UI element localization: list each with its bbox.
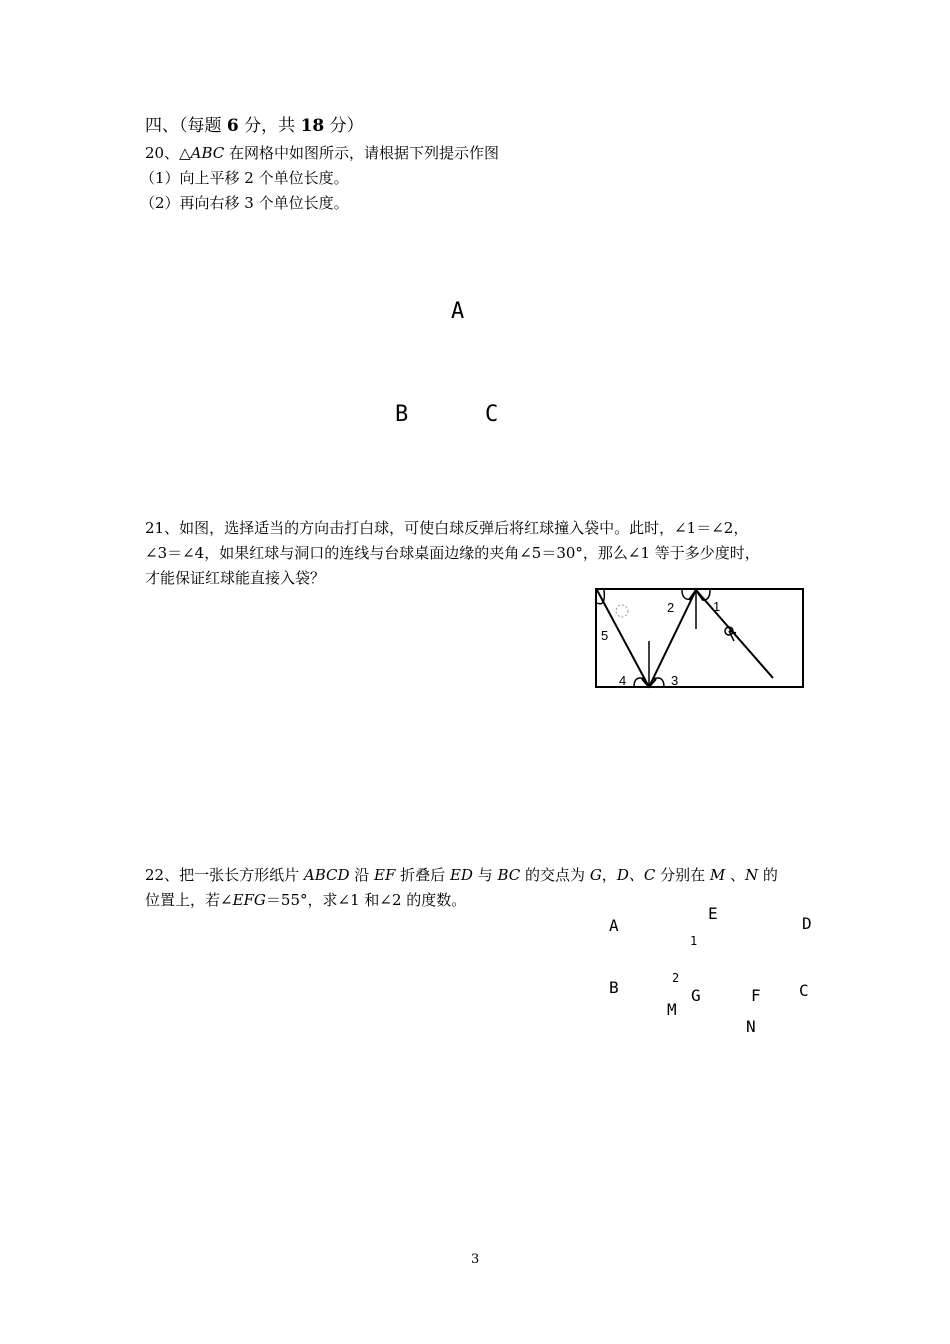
q22-line-2 bbox=[145, 890, 466, 910]
q22-text-i: 、 bbox=[725, 866, 746, 884]
q21-line-2: ∠3＝∠4，如果红球与洞口的连线与台球桌面边缘的夹角∠5＝30°，那么∠1 等于多少度时， bbox=[145, 544, 760, 562]
q20-step-1: （1）向上平移 2 个单位长度。 bbox=[140, 169, 349, 187]
angle-1-label: 1 bbox=[713, 599, 721, 614]
q22-label-m: M bbox=[667, 1000, 677, 1019]
q20-label-c: C bbox=[485, 402, 499, 427]
q20-label-a: A bbox=[451, 299, 465, 324]
q22-text-f: ， bbox=[601, 866, 617, 884]
section-suffix: 分） bbox=[324, 116, 364, 136]
page-number: 3 bbox=[471, 1252, 480, 1267]
q22-label-1: 1 bbox=[690, 934, 698, 948]
q22-label-g: G bbox=[691, 986, 701, 1005]
q22-text-a: 22、把一张长方形纸片 bbox=[145, 866, 304, 884]
q22-line-1 bbox=[145, 865, 778, 885]
q20-number: 20、△ bbox=[145, 144, 191, 162]
q21-line-1: 21、如图，选择适当的方向击打白球，可使白球反弹后将红球撞入袋中。此时，∠1＝∠2， bbox=[145, 519, 749, 537]
angle-4-label: 4 bbox=[619, 673, 627, 688]
angle-5-label: 5 bbox=[601, 628, 609, 643]
q22-point-m: M bbox=[709, 866, 726, 884]
q22-points-dc: D、C bbox=[616, 866, 656, 884]
q22-point-n: N bbox=[745, 866, 759, 884]
q22-label-f: F bbox=[751, 986, 761, 1005]
q22-point-g: G bbox=[589, 866, 602, 884]
angle-3-label: 3 bbox=[671, 673, 679, 688]
section-points-total: 18 bbox=[300, 116, 325, 136]
q22-rect-name: ABCD bbox=[303, 866, 350, 884]
q22-text-h: 分别在 bbox=[655, 866, 710, 884]
billiard-table bbox=[596, 589, 803, 687]
cue-ball-path bbox=[696, 590, 773, 678]
q20-stem bbox=[145, 143, 499, 163]
q22-text-line2-b: ＝55°，求∠1 和∠2 的度数。 bbox=[265, 891, 467, 909]
q22-segment-bc: BC bbox=[497, 866, 521, 884]
q20-step-2: （2）再向右移 3 个单位长度。 bbox=[140, 194, 349, 212]
q22-text-b: 沿 bbox=[349, 866, 375, 884]
q22-segment-ed: ED bbox=[449, 866, 473, 884]
q22-text-line2-a: 位置上，若∠ bbox=[145, 891, 233, 909]
q22-text-j: 的 bbox=[758, 866, 778, 884]
section-points-each: 6 bbox=[226, 116, 239, 136]
q22-text-e: 的交点为 bbox=[520, 866, 590, 884]
q22-label-b: B bbox=[609, 978, 619, 997]
angle-2-label: 2 bbox=[667, 600, 675, 615]
red-ball bbox=[616, 605, 628, 617]
q22-label-d: D bbox=[802, 914, 812, 933]
q22-label-2: 2 bbox=[672, 971, 680, 985]
q20-label-b: B bbox=[395, 402, 409, 427]
billiard-diagram bbox=[590, 583, 810, 693]
q22-text-d: 与 bbox=[472, 866, 498, 884]
q22-label-c: C bbox=[799, 981, 809, 1000]
q20-text: 在网格中如图所示，请根据下列提示作图 bbox=[224, 144, 500, 162]
q20-triangle-name: ABC bbox=[190, 144, 225, 162]
q21-line-3: 才能保证红球能直接入袋？ bbox=[145, 569, 326, 587]
q22-label-n: N bbox=[746, 1017, 756, 1036]
q22-fold-line: EF bbox=[374, 866, 396, 884]
q22-label-e: E bbox=[708, 904, 718, 923]
section-prefix: 四、（每题 bbox=[145, 116, 227, 136]
q22-text-c: 折叠后 bbox=[395, 866, 450, 884]
section-header bbox=[145, 116, 364, 136]
q22-label-a: A bbox=[609, 916, 619, 935]
section-middle: 分，共 bbox=[238, 116, 301, 136]
q22-angle-efg: EFG bbox=[232, 891, 266, 909]
